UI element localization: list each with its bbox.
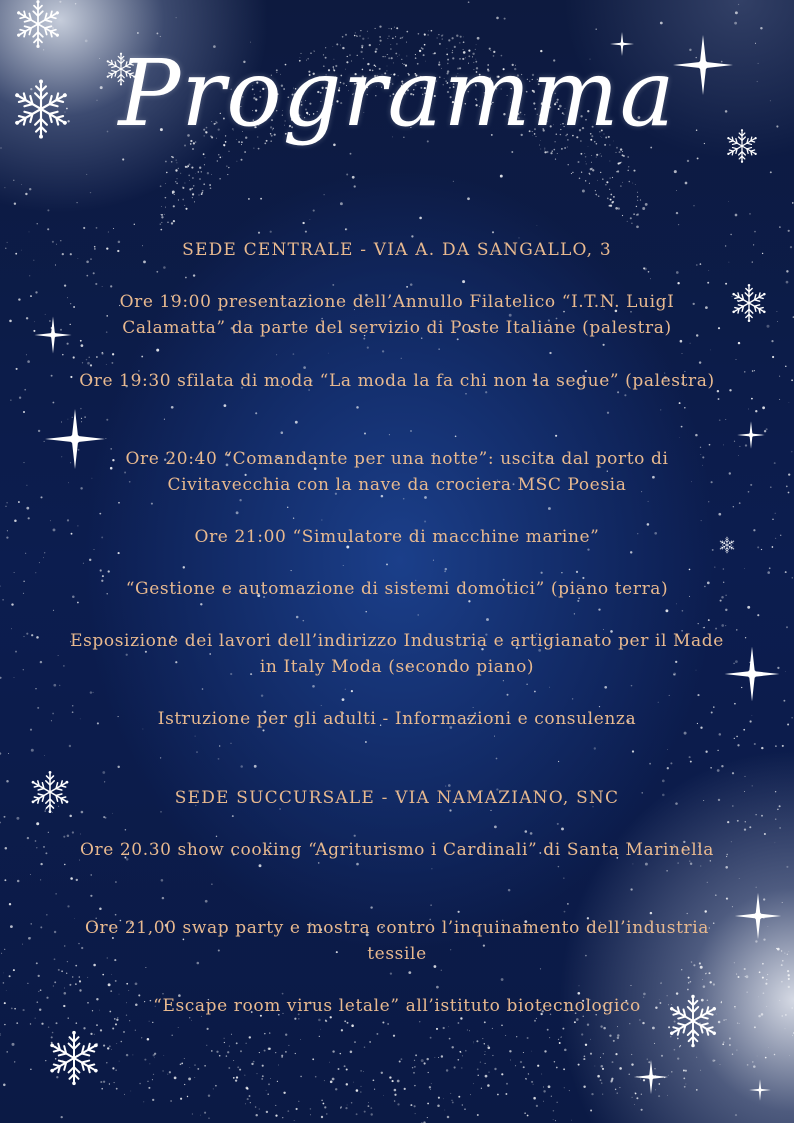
sparkle-icon <box>626 1052 676 1102</box>
program-item <box>70 993 724 1019</box>
program-item-text: Ore 19:00 presentazione dell’Annullo Filatelico “I.T.N. LuigI Calamatta” da parte del servizio di Poste Italiane (palestra) <box>119 292 675 338</box>
program-item-text: Ore 20.30 show cooking “Agriturismo i Cardinali” di Santa Marinella <box>79 840 715 860</box>
snowflake-icon <box>40 1024 108 1092</box>
program-item-text: “Escape room virus letale” all’istituto biotecnologico <box>153 996 641 1016</box>
program-item <box>70 706 724 732</box>
program-item <box>70 368 724 394</box>
program-item <box>70 289 724 341</box>
program-item <box>70 628 724 680</box>
program-item-text: Esposizione dei lavori dell’indirizzo Industria e artigianato per il Made in Italy Moda (secondo piano) <box>70 631 724 677</box>
program-item <box>70 576 724 602</box>
snowflake-icon <box>722 276 776 330</box>
program-item <box>70 837 724 863</box>
section-sede-centrale <box>70 237 724 263</box>
program-item-text: Istruzione per gli adulti - Informazioni e consulenza <box>157 709 637 729</box>
program-item-text: Ore 21,00 swap party e mostra contro l’inquinamento dell’industria tessile <box>84 918 710 964</box>
sparkle-icon <box>728 886 788 946</box>
section-sede-succursale <box>70 785 724 811</box>
program-item-text: Ore 19:30 sfilata di moda “La moda la fa chi non la segue” (palestra) <box>79 371 715 391</box>
program-item-text: Ore 21:00 “Simulatore di macchine marine” <box>194 527 600 547</box>
program-item-text: Ore 20:40 “Comandante per una notte”: uscita dal porto di Civitavecchia con la nave da crociera MSC Poesia <box>125 449 669 495</box>
section-heading: SEDE SUCCURSALE - VIA NAMAZIANO, SNC <box>174 788 620 808</box>
program-item <box>70 524 724 550</box>
program-item <box>70 915 724 967</box>
page-title: Programma <box>118 40 676 147</box>
program-item-text: “Gestione e automazione di sistemi domotici” (piano terra) <box>125 579 669 599</box>
sparkle-icon <box>728 412 774 458</box>
program-item <box>70 446 724 498</box>
section-heading: SEDE CENTRALE - VIA A. DA SANGALLO, 3 <box>182 240 612 260</box>
sparkle-icon <box>742 1072 778 1108</box>
sparkle-icon <box>720 642 784 706</box>
